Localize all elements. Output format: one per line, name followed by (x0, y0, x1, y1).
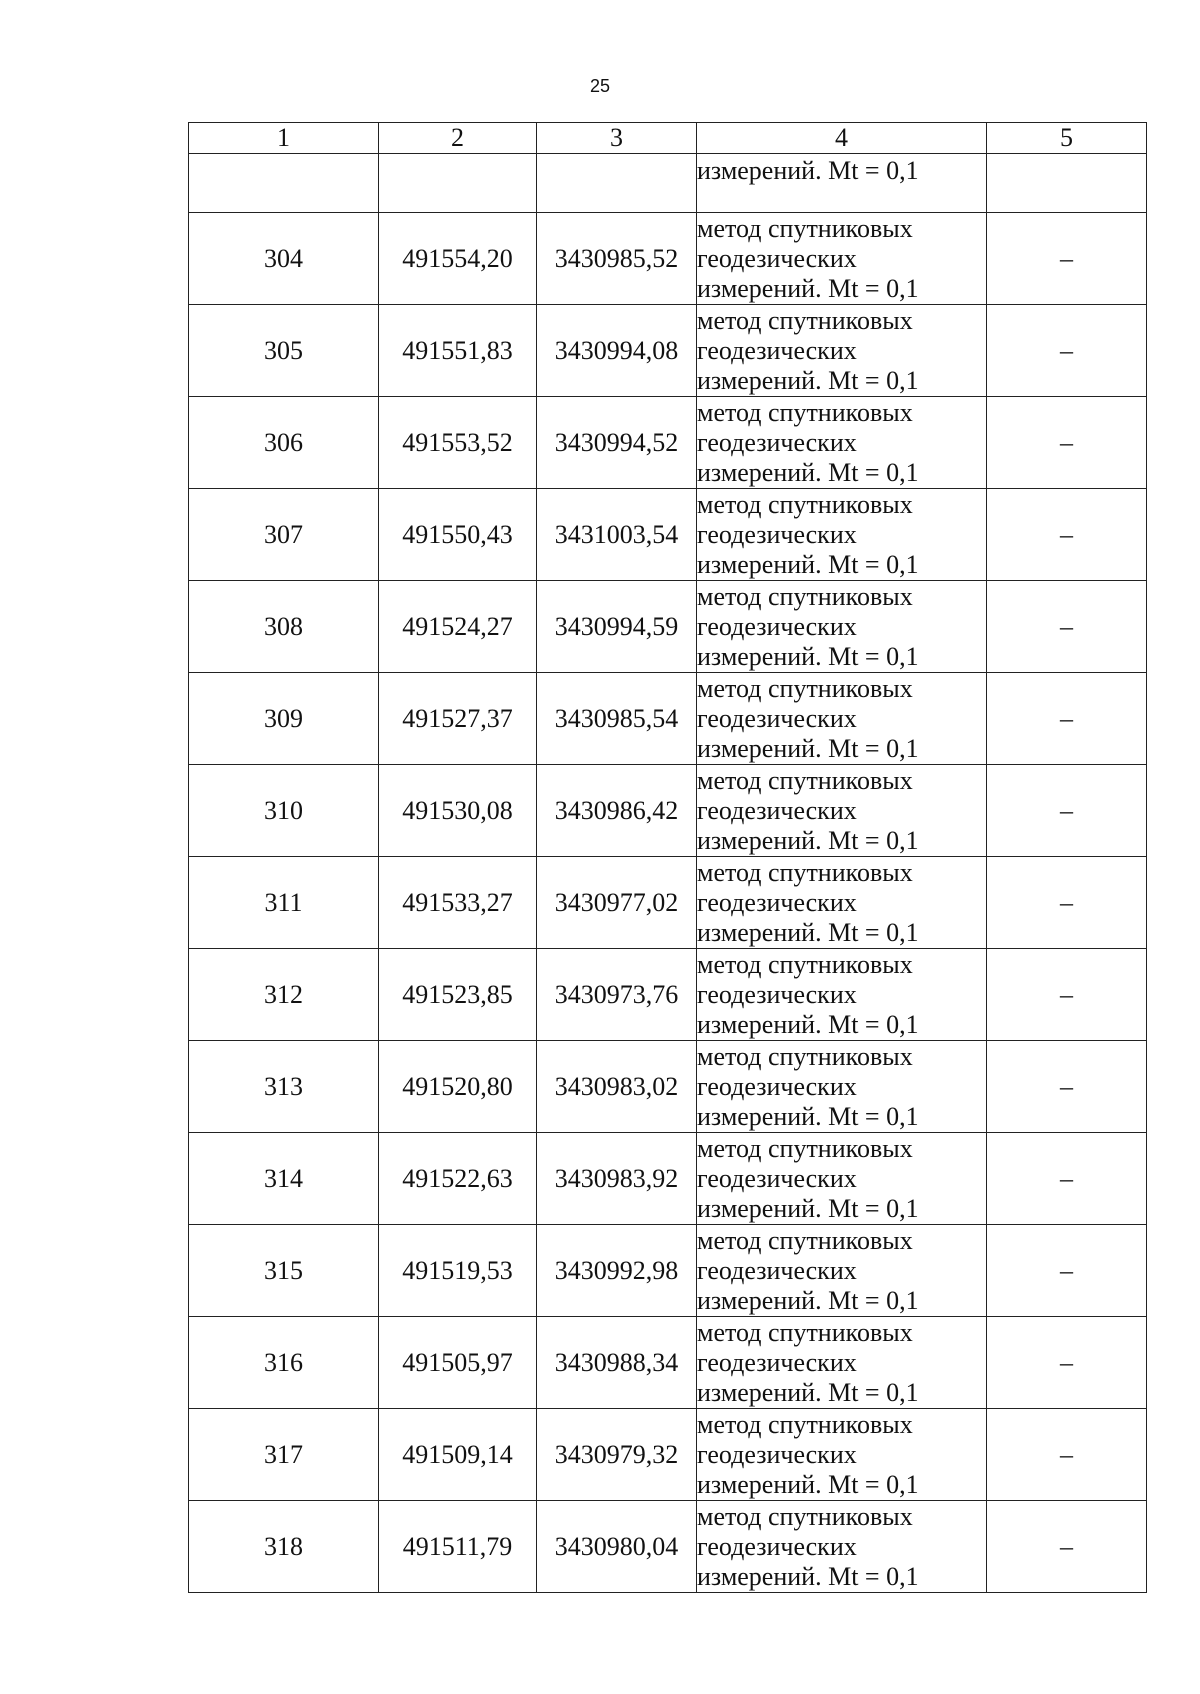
y-coordinate-cell: 3430983,02 (537, 1041, 697, 1133)
method-line: измерений. Mt = 0,1 (697, 365, 919, 395)
table-row (189, 1501, 1147, 1593)
method-line: геодезических (697, 335, 857, 365)
table-row (189, 1133, 1147, 1225)
note-cell: – (987, 305, 1147, 397)
method-line: геодезических (697, 1347, 857, 1377)
method-cell (697, 1317, 987, 1409)
method-line: геодезических (697, 1255, 857, 1285)
x-coordinate-cell: 491520,80 (379, 1041, 537, 1133)
point-number-cell: 315 (189, 1225, 379, 1317)
point-number-cell: 310 (189, 765, 379, 857)
y-coordinate-cell: 3430992,98 (537, 1225, 697, 1317)
y-coordinate-cell: 3430988,34 (537, 1317, 697, 1409)
x-coordinate-cell: 491527,37 (379, 673, 537, 765)
note-cell: – (987, 489, 1147, 581)
method-cell (697, 397, 987, 489)
coordinates-table (188, 122, 1147, 1593)
method-line: геодезических (697, 1071, 857, 1101)
x-coordinate-cell: 491533,27 (379, 857, 537, 949)
note-cell: – (987, 857, 1147, 949)
continuation-row (189, 154, 1147, 213)
method-line: метод спутниковых (697, 581, 913, 611)
note-cell: – (987, 1317, 1147, 1409)
y-coordinate-cell: 3430994,52 (537, 397, 697, 489)
method-cell (697, 305, 987, 397)
note-cell: – (987, 765, 1147, 857)
method-line: метод спутниковых (697, 857, 913, 887)
x-coordinate-cell: 491550,43 (379, 489, 537, 581)
point-number-cell: 308 (189, 581, 379, 673)
column-header-3: 3 (537, 123, 697, 154)
method-line: геодезических (697, 427, 857, 457)
table-row (189, 1409, 1147, 1501)
method-line: метод спутниковых (697, 489, 913, 519)
continuation-cell-empty (987, 154, 1147, 213)
y-coordinate-cell: 3430973,76 (537, 949, 697, 1041)
method-line: измерений. Mt = 0,1 (697, 1193, 919, 1223)
method-line: геодезических (697, 611, 857, 641)
note-cell: – (987, 397, 1147, 489)
x-coordinate-cell: 491524,27 (379, 581, 537, 673)
method-line: метод спутниковых (697, 1317, 913, 1347)
table-row (189, 1225, 1147, 1317)
table-row (189, 765, 1147, 857)
x-coordinate-cell: 491519,53 (379, 1225, 537, 1317)
point-number-cell: 305 (189, 305, 379, 397)
method-cell (697, 1409, 987, 1501)
method-line: измерений. Mt = 0,1 (697, 733, 919, 763)
point-number-cell: 314 (189, 1133, 379, 1225)
table-row (189, 673, 1147, 765)
continuation-cell-empty (189, 154, 379, 213)
point-number-cell: 309 (189, 673, 379, 765)
column-header-2: 2 (379, 123, 537, 154)
method-line: измерений. Mt = 0,1 (697, 457, 919, 487)
method-line: метод спутниковых (697, 765, 913, 795)
method-cell (697, 673, 987, 765)
method-cell (697, 857, 987, 949)
point-number-cell: 318 (189, 1501, 379, 1593)
point-number-cell: 312 (189, 949, 379, 1041)
method-cell (697, 1133, 987, 1225)
method-line: измерений. Mt = 0,1 (697, 1285, 919, 1315)
method-line: метод спутниковых (697, 1041, 913, 1071)
note-cell: – (987, 1409, 1147, 1501)
note-cell: – (987, 1133, 1147, 1225)
point-number-cell: 306 (189, 397, 379, 489)
point-number-cell: 307 (189, 489, 379, 581)
table-row (189, 949, 1147, 1041)
method-cell (697, 765, 987, 857)
method-line: метод спутниковых (697, 213, 913, 243)
method-line: метод спутниковых (697, 949, 913, 979)
method-line: измерений. Mt = 0,1 (697, 1377, 919, 1407)
method-line: метод спутниковых (697, 305, 913, 335)
table-header-row (189, 123, 1147, 154)
method-cell (697, 1225, 987, 1317)
method-line: геодезических (697, 1531, 857, 1561)
x-coordinate-cell: 491554,20 (379, 213, 537, 305)
y-coordinate-cell: 3430986,42 (537, 765, 697, 857)
point-number-cell: 316 (189, 1317, 379, 1409)
method-line: геодезических (697, 1163, 857, 1193)
method-line: метод спутниковых (697, 1133, 913, 1163)
method-line: измерений. Mt = 0,1 (697, 1009, 919, 1039)
note-cell: – (987, 673, 1147, 765)
method-cell (697, 1041, 987, 1133)
table-row (189, 213, 1147, 305)
continuation-cell-empty (379, 154, 537, 213)
y-coordinate-cell: 3430983,92 (537, 1133, 697, 1225)
note-cell: – (987, 949, 1147, 1041)
method-line: измерений. Mt = 0,1 (697, 1469, 919, 1499)
method-line: геодезических (697, 243, 857, 273)
table-row (189, 489, 1147, 581)
method-line: измерений. Mt = 0,1 (697, 273, 919, 303)
point-number-cell: 311 (189, 857, 379, 949)
method-line: измерений. Mt = 0,1 (697, 549, 919, 579)
y-coordinate-cell: 3430994,08 (537, 305, 697, 397)
method-line: метод спутниковых (697, 673, 913, 703)
column-header-4: 4 (697, 123, 987, 154)
method-line: метод спутниковых (697, 1225, 913, 1255)
column-header-1: 1 (189, 123, 379, 154)
x-coordinate-cell: 491551,83 (379, 305, 537, 397)
note-cell: – (987, 1501, 1147, 1593)
method-cell (697, 489, 987, 581)
continuation-method-cell: измерений. Mt = 0,1 (697, 154, 987, 213)
method-line: измерений. Mt = 0,1 (697, 1101, 919, 1131)
x-coordinate-cell: 491509,14 (379, 1409, 537, 1501)
method-line: геодезических (697, 1439, 857, 1469)
y-coordinate-cell: 3431003,54 (537, 489, 697, 581)
point-number-cell: 317 (189, 1409, 379, 1501)
method-line: измерений. Mt = 0,1 (697, 825, 919, 855)
method-cell (697, 581, 987, 673)
method-line: метод спутниковых (697, 397, 913, 427)
method-line: геодезических (697, 979, 857, 1009)
x-coordinate-cell: 491523,85 (379, 949, 537, 1041)
point-number-cell: 304 (189, 213, 379, 305)
table-row (189, 581, 1147, 673)
y-coordinate-cell: 3430979,32 (537, 1409, 697, 1501)
method-line: геодезических (697, 703, 857, 733)
method-line: геодезических (697, 519, 857, 549)
y-coordinate-cell: 3430985,54 (537, 673, 697, 765)
y-coordinate-cell: 3430994,59 (537, 581, 697, 673)
point-number-cell: 313 (189, 1041, 379, 1133)
method-line: измерений. Mt = 0,1 (697, 1561, 919, 1591)
y-coordinate-cell: 3430980,04 (537, 1501, 697, 1593)
table-row (189, 1041, 1147, 1133)
method-line: метод спутниковых (697, 1501, 913, 1531)
note-cell: – (987, 213, 1147, 305)
method-cell (697, 213, 987, 305)
continuation-cell-empty (537, 154, 697, 213)
note-cell: – (987, 581, 1147, 673)
note-cell: – (987, 1225, 1147, 1317)
method-line: геодезических (697, 795, 857, 825)
x-coordinate-cell: 491553,52 (379, 397, 537, 489)
y-coordinate-cell: 3430977,02 (537, 857, 697, 949)
method-line: геодезических (697, 887, 857, 917)
page-number: 25 (589, 76, 611, 96)
note-cell: – (987, 1041, 1147, 1133)
method-line: метод спутниковых (697, 1409, 913, 1439)
x-coordinate-cell: 491505,97 (379, 1317, 537, 1409)
x-coordinate-cell: 491530,08 (379, 765, 537, 857)
x-coordinate-cell: 491511,79 (379, 1501, 537, 1593)
table-row (189, 305, 1147, 397)
x-coordinate-cell: 491522,63 (379, 1133, 537, 1225)
method-cell (697, 1501, 987, 1593)
table-row (189, 1317, 1147, 1409)
method-line: измерений. Mt = 0,1 (697, 641, 919, 671)
method-line: измерений. Mt = 0,1 (697, 917, 919, 947)
method-cell (697, 949, 987, 1041)
table-row (189, 857, 1147, 949)
y-coordinate-cell: 3430985,52 (537, 213, 697, 305)
table-row (189, 397, 1147, 489)
column-header-5: 5 (987, 123, 1147, 154)
